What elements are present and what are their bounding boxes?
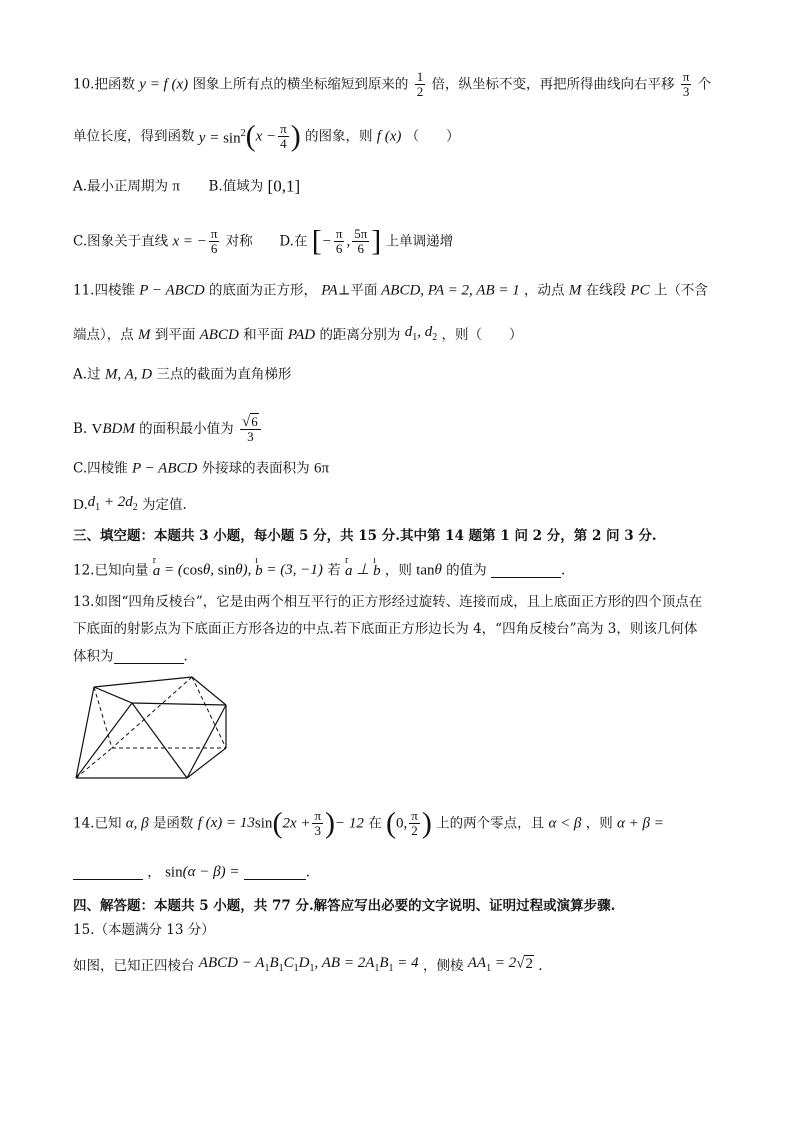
fig-edge [94,687,132,703]
section-3-heading: 三、填空题：本题共 3 小题，每小题 5 分，共 15 分.其中第 14 题第 1 问 2 分，第 2 问 3 分. [73,528,657,544]
fig-hidden-edge [112,677,192,748]
q10-line2: 单位长度，得到函数 $y = \sin^2(x$ − $\frac{\pi}{4}$ ) 的图象，则 f (x) （ ） [73,119,460,153]
formula-y-fx: y = f (x) [139,76,189,93]
q12-answer-blank[interactable] [491,563,561,578]
q10-options-ab: A.最小正周期为 π B.值域为 [0,1] [73,176,301,196]
fig-hidden-edge [94,687,112,748]
q11-option-b: B. VBDM 的面积最小值为 $\frac{√6}{3}$ [73,414,263,444]
q13-line2: 下底面的射影点为下底面正方形各边的中点.若下底面正方形边长为 4，“四角反棱台”高为 3，则该几何体 [73,621,698,637]
antiprism-figure [72,675,228,783]
section-4-heading: 四、解答题：本题共 5 小题，共 77 分.解答应写出必要的文字说明、证明过程或演算步骤. [73,898,616,914]
q11-option-a: A.过 M, A, D 三点的截面为直角梯形 [73,366,292,383]
fraction-half: $\frac{1}{2}$ [416,69,424,99]
q13-answer-blank[interactable] [114,649,184,664]
q11-option-c: C.四棱锥 P − ABCD 外接球的表面积为 6π [73,460,330,477]
fig-edge [76,703,132,778]
fig-edge [132,703,226,705]
q13-line3: 体积为 . [73,648,188,665]
fig-edge [94,677,192,687]
fraction-pi-3: $\frac{\pi}{3}$ [682,69,690,99]
q11-line2: 端点），点 M 到平面 ABCD 和平面 PAD 的距离分别为 $d_1$, $d_2$ ，则（ ） [73,324,523,343]
formula-sin2: $y = \sin^2$ [198,128,246,147]
q10-options-cd: C.图象关于直线 x = − $\frac{\pi}{6}$ 对称 D.在 [− $\frac{\pi}{6}$ , $\frac{5\pi}{6}$ ] 上单调递增 [73,224,454,258]
q11-line1: 11.四棱锥 P − ABCD 的底面为正方形， PA⊥平面 ABCD, PA = 2, AB = 1 ，动点 M 在线段 PC 上（不含 [73,282,708,299]
fig-edge [76,687,94,778]
fig-edge [192,677,226,705]
q14-answer-blank-2[interactable] [244,865,306,880]
q14-line1: 14.已知 α, β 是函数 f (x) = 13sin(2x + $\frac{\pi}{3}$ )− 12 在 (0, $\frac{\pi}{2}$ ) 上的两个零点，且 α < β ，则 α + β = [73,806,664,840]
q14-line2: ， sin(α − β) = . [73,862,310,883]
q10-line1: 10.把函数 y = f (x) 图象上所有点的横坐标缩短到原来的 $\frac{1}{2}$ 倍，纵坐标不变，再把所得曲线向右平移 $\frac{\pi}{3}$ 个 [73,69,712,99]
fig-edge [132,703,187,778]
q13-line1: 13.如图“四角反棱台”，它是由两个相互平行的正方形经过旋转、连接而成，且上底面正方形的四个顶点在 [73,594,703,610]
fig-edge [187,705,226,778]
q12-line: 12.已知向量 a r = (cosθ, sinθ), b ı = (3, −1) 若 a r ⊥ b ı ，则 tanθ 的值为 . [73,554,566,579]
q11-option-d: $D.d_1 + 2d_2$ 为定值. [73,494,187,513]
q15-line: 如图，已知正四棱台 ABCD − $A_1B_1C_1D_1$, AB = $2A_1B_1 = 4$ ，侧棱 $AA_1 = 2√2$ . [73,955,543,974]
q15-header: 15.（本题满分 13 分） [73,922,215,938]
q14-answer-blank-1[interactable] [73,865,143,880]
fig-edge [187,748,226,778]
